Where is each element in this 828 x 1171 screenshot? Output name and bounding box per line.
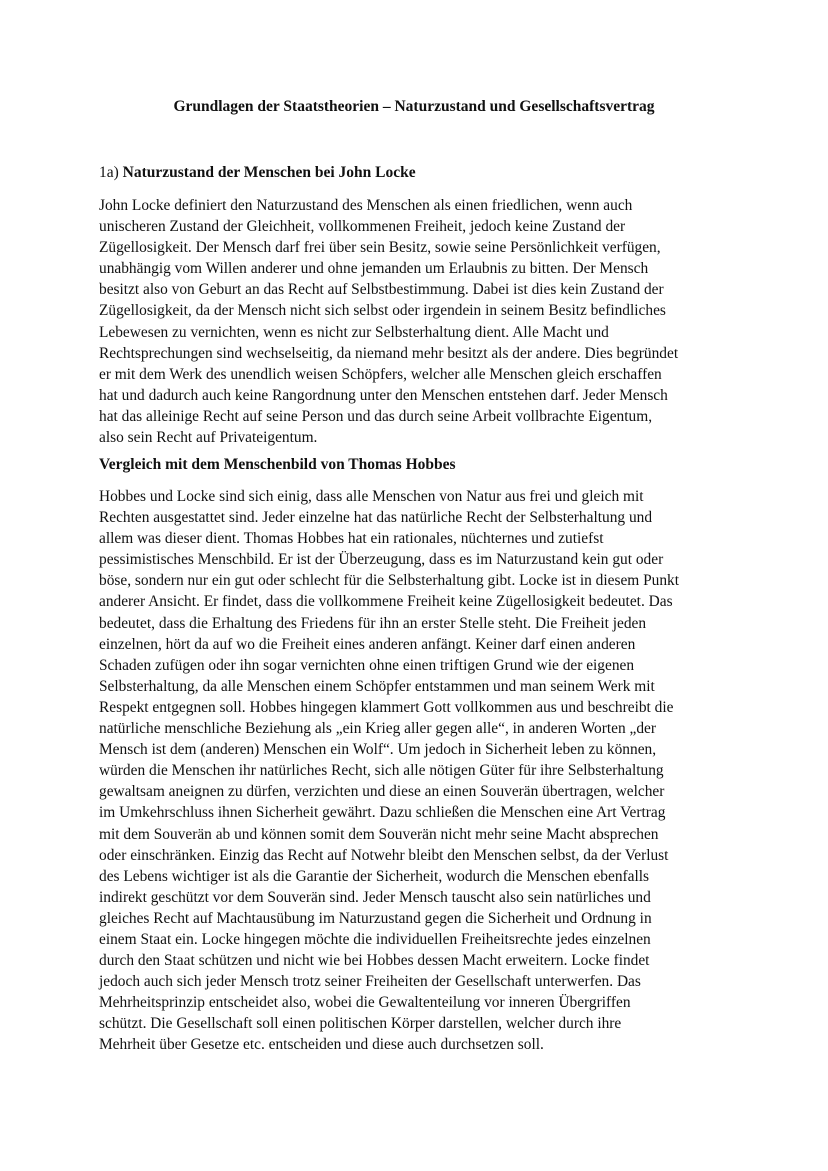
text-line: allem was dieser dient. Thomas Hobbes hat ein rationales, nüchternes und zutiefst	[99, 530, 604, 548]
text-line: Mehrheit über Gesetze etc. entscheiden und diese auch durchsetzen soll.	[99, 1036, 544, 1054]
text-line: böse, sondern nur ein gut oder schlecht für die Selbsterhaltung gibt. Locke ist in diesem Punkt	[99, 572, 680, 590]
text-line: unabhängig vom Willen anderer und ohne jemanden um Erlaubnis zu bitten. Der Mensch	[99, 260, 649, 278]
text-line: gewaltsam aneignen zu dürfen, verzichten und diese an einen Souverän übertragen, welcher	[99, 783, 665, 801]
text-line: indirekt geschützt vor dem Souverän sind. Jeder Mensch tauscht also sein natürliches und	[99, 888, 651, 906]
text-line: hat das alleinige Recht auf seine Person und das durch seine Arbeit vollbrachte Eigentum,	[99, 407, 653, 425]
text-line: jedoch auch sich jeder Mensch trotz seiner Freiheiten der Gesellschaft unterwerfen. Das	[99, 973, 641, 991]
text-line: Zügellosigkeit. Der Mensch darf frei über sein Besitz, sowie seine Persönlichkeit verfügen,	[99, 239, 661, 257]
section-number: 1a)	[99, 164, 119, 181]
paragraph-locke	[99, 195, 739, 448]
text-line: Lebewesen zu vernichten, wenn es nicht zur Selbsterhaltung dient. Alle Macht und	[99, 323, 609, 341]
text-line: also sein Recht auf Privateigentum.	[99, 429, 318, 447]
section-heading-text: Naturzustand der Menschen bei John Locke	[122, 164, 416, 181]
text-line: einem Staat ein. Locke hingegen möchte die individuellen Freiheitsrechte jedes einzelnen	[99, 930, 651, 948]
text-line: besitzt also von Geburt an das Recht auf Selbstbestimmung. Dabei ist dies kein Zustand der	[99, 281, 664, 299]
text-line: hat und dadurch auch keine Rangordnung unter den Menschen entstehen darf. Jeder Mensch	[99, 386, 668, 404]
text-line: bedeutet, dass die Erhaltung des Friedens für ihn an erster Stelle steht. Die Freiheit jeden	[99, 614, 647, 632]
text-line: anderer Ansicht. Er findet, dass die vollkommene Freiheit keine Zügellosigkeit bedeutet. Das	[99, 593, 673, 611]
text-line: Rechtsprechungen sind wechselseitig, da niemand mehr besitzt als der andere. Dies begründet	[99, 344, 679, 362]
section-heading-hobbes: Vergleich mit dem Menschenbild von Thomas Hobbes	[99, 456, 456, 473]
paragraph-hobbes-comparison	[99, 486, 739, 1056]
text-line: einzelnen, hört da auf wo die Freiheit eines anderen anfängt. Keiner darf einen anderen	[99, 635, 636, 653]
text-line: Zügellosigkeit, da der Mensch nicht sich selbst oder irgendein in seinem Besitz befindliches	[99, 302, 666, 320]
text-line: oder einschränken. Einzig das Recht auf Notwehr bleibt den Menschen selbst, da der Verlust	[99, 846, 669, 864]
text-line: er mit dem Werk des unendlich weisen Schöpfers, welcher alle Menschen gleich erschaffen	[99, 365, 662, 383]
section-heading-locke	[99, 164, 416, 182]
text-line: Rechten ausgestattet sind. Jeder einzelne hat das natürliche Recht der Selbsterhaltung und	[99, 509, 653, 527]
text-line: John Locke definiert den Naturzustand des Menschen als einen friedlichen, wenn auch	[99, 197, 633, 214]
text-line: im Umkehrschluss ihnen Sicherheit gewährt. Dazu schließen die Menschen eine Art Vertrag	[99, 804, 666, 822]
text-line: schützt. Die Gesellschaft soll einen politischen Körper darstellen, welcher durch ihre	[99, 1015, 622, 1033]
text-line: Schaden zufügen oder ihn sogar vernichten ohne einen triftigen Grund wie der eigenen	[99, 656, 635, 674]
text-line: natürliche menschliche Beziehung als „ein Krieg aller gegen alle“, in anderen Worten „der	[99, 720, 656, 738]
text-line: Mehrheitsprinzip entscheidet also, wobei die Gewaltenteilung vor inneren Übergriffen	[99, 994, 631, 1012]
text-line: Mensch ist dem (anderen) Menschen ein Wolf“. Um jedoch in Sicherheit leben zu können,	[99, 741, 657, 759]
text-line: Respekt entgegnen soll. Hobbes hingegen klammert Gott vollkommen aus und beschreibt die	[99, 698, 674, 716]
text-line: Selbsterhaltung, da alle Menschen einem Schöpfer entstammen und man seinem Werk mit	[99, 677, 655, 695]
text-line: unischeren Zustand der Gleichheit, vollkommenen Freiheit, jedoch keine Zustand der	[99, 218, 626, 236]
text-line: pessimistisches Menschbild. Er ist der Überzeugung, dass es im Naturzustand kein gut oder	[99, 551, 664, 569]
text-line: durch den Staat schützen und nicht wie bei Hobbes dessen Macht erweitern. Locke findet	[99, 952, 650, 970]
text-line: Hobbes und Locke sind sich einig, dass alle Menschen von Natur aus frei und gleich mit	[99, 488, 644, 505]
text-line: mit dem Souverän ab und können somit dem Souverän nicht mehr seine Macht absprechen	[99, 825, 659, 843]
text-line: gleiches Recht auf Machtausübung im Naturzustand gegen die Sicherheit und Ordnung in	[99, 909, 652, 927]
document-title: Grundlagen der Staatstheorien – Naturzustand und Gesellschaftsvertrag	[173, 98, 655, 115]
text-line: würden die Menschen ihr natürliches Recht, sich alle nötigen Güter für ihre Selbsterhaltung	[99, 762, 664, 780]
text-line: des Lebens wichtiger ist als die Garantie der Sicherheit, wodurch die Menschen ebenfalls	[99, 867, 650, 885]
